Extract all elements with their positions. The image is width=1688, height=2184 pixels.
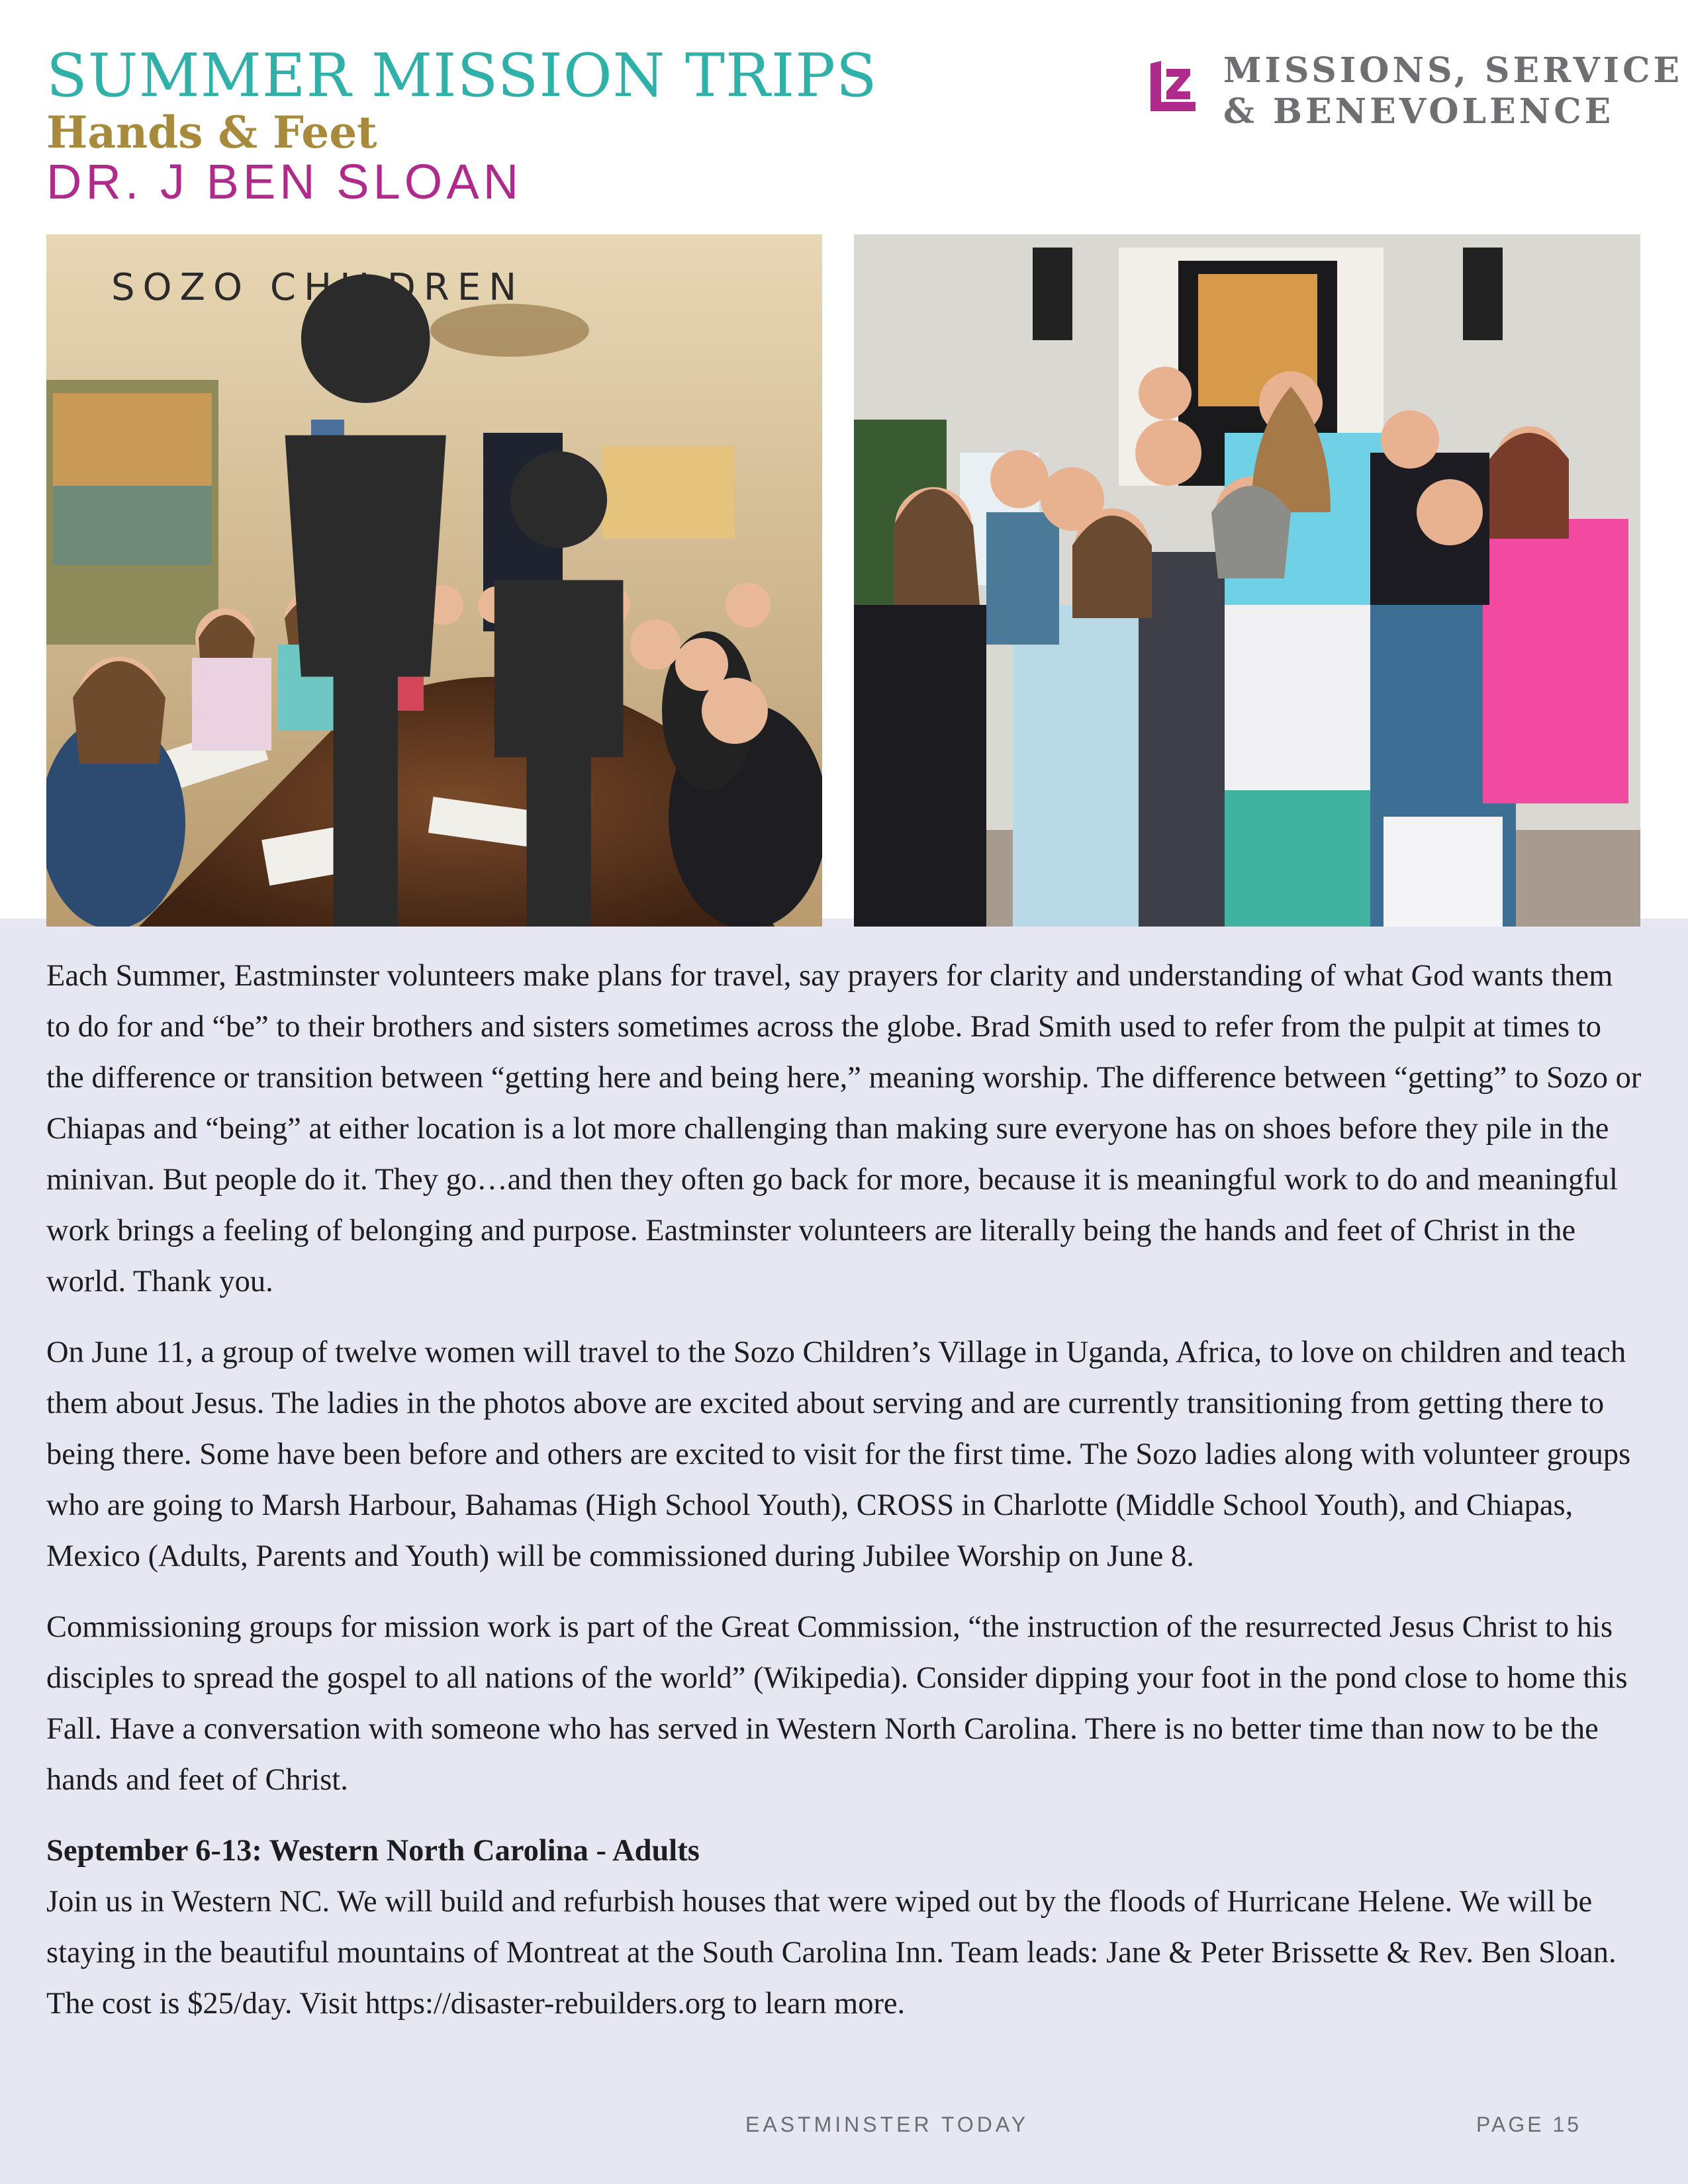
page-title: SUMMER MISSION TRIPS [46,41,878,111]
photo-caption: SOZO CHILDREN [111,266,525,309]
group-porch-photo [854,234,1640,927]
department-name [1223,50,1683,132]
article-paragraph: On June 11, a group of twelve women will travel to the Sozo Children’s Village in Uganda, Africa, to love on children and teach them about Jesus. The ladies in the photos above are excited about serving and are currently transitioning from getting there to being there. Some have been before and others are excited to visit for the first time. The Sozo ladies along with volunteer groups who are going to Marsh Harbour, Bahamas (High School Youth), CROSS in Charlotte (Middle School Youth), and Chiapas, Mexico (Adults, Parents and Youth) will be commissioned during Jubilee Worship on June 8. [46,1336,1631,1573]
department-line-2: & BENEVOLENCE [1223,91,1615,132]
footer-publication: EASTMINSTER TODAY [745,2113,1029,2136]
author-name: DR. J BEN SLOAN [46,154,523,209]
event-heading: September 6-13: Western North Carolina - Adults [46,1834,700,1868]
event-description: Join us in Western NC. We will build and refurbish houses that were wiped out by the floods of Hurricane Helene. We will be staying in the beautiful mountains of Montreat at the South Carolina Inn. Team leads: Jane & Peter Brissette & Rev. Ben Sloan. The cost is $25/day. Visit https://disaster-rebuilders.org to learn more. [46,1885,1617,2021]
people-silhouette-icon [66,258,822,927]
m-logo-icon [1147,58,1199,115]
article-paragraph: Commissioning groups for mission work is part of the Great Commission, “the instruction of the resurrected Jesus Christ to his disciples to spread the gospel to all nations of the world” (Wikipedia). Consider dipping your foot in the pond close to home this Fall. Have a conversation with someone who has served in Western North Carolina. There is no better time than now to be the hands and feet of Christ. [46,1610,1628,1797]
article-body [46,950,1642,2029]
sozo-group-photo [46,234,822,927]
department-line-1: MISSIONS, SERVICE [1223,50,1683,91]
page-subtitle: Hands & Feet [46,107,377,158]
article-paragraph: Each Summer, Eastminster volunteers make plans for travel, say prayers for clarity and understanding of what God wants them to do for and “be” to their brothers and sisters sometimes across the globe. Brad Smith used to refer from the pulpit at times to the difference or transition between “getting here and being here,” meaning worship. The difference between “getting” to Sozo or Chiapas and “being” at either location is a lot more challenging than making sure everyone has on shoes before they pile in the minivan. But people do it. They go…and then they often go back for more, because it is meaningful work to do and meaningful work brings a feeling of belonging and purpose. Eastminster volunteers are literally being the hands and feet of Christ in the world. Thank you. [46,959,1642,1298]
footer-page-number: PAGE 15 [1476,2113,1582,2136]
